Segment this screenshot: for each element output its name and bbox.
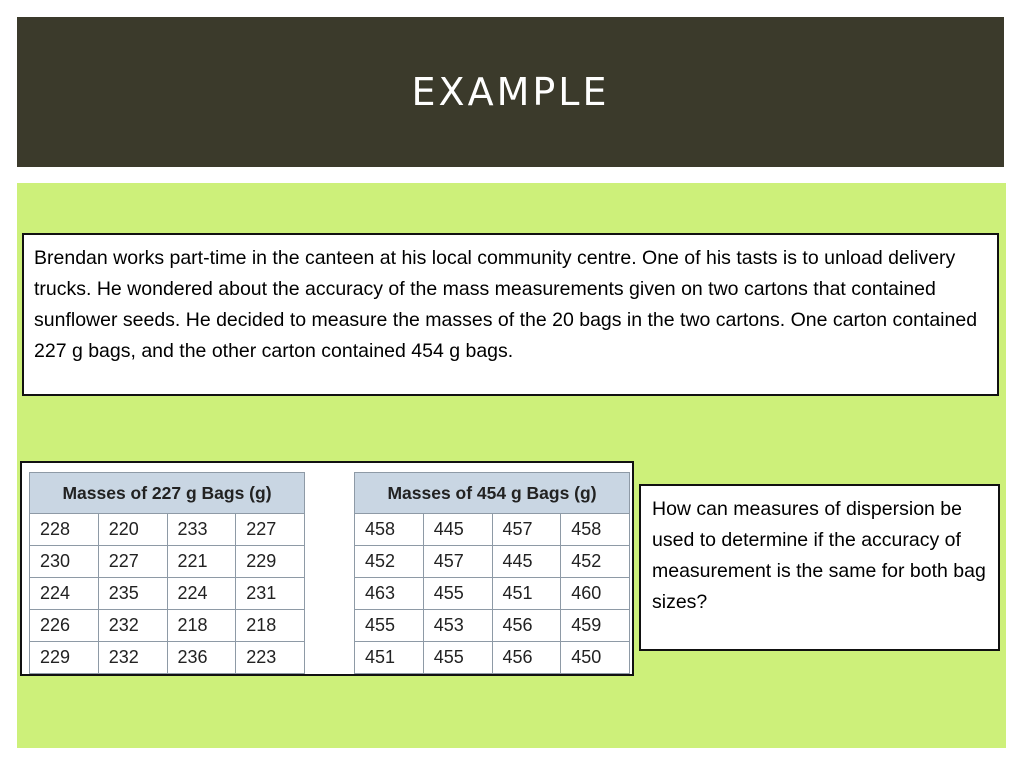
table-cell: 455 (423, 578, 492, 610)
problem-text-box (22, 233, 999, 396)
table-cell: 458 (561, 514, 630, 546)
table-cell: 445 (492, 546, 561, 578)
table-cell: 232 (98, 610, 167, 642)
table-cell: 457 (492, 514, 561, 546)
table-cell: 451 (355, 642, 424, 674)
table-cell: 236 (167, 642, 236, 674)
table-cell: 232 (98, 642, 167, 674)
table-cell: 218 (167, 610, 236, 642)
table-cell: 450 (561, 642, 630, 674)
table-cell: 229 (30, 642, 99, 674)
table-cell: 229 (236, 546, 305, 578)
problem-text: Brendan works part-time in the canteen at his local community centre. One of his tasts is to unload delivery trucks. He wondered about the accuracy of the mass measurements given on two cartons that contained sunflower seeds. He decided to measure the masses of the 20 bags in the two cartons. One carton contained 227 g bags, and the other carton contained 454 g bags. (34, 247, 978, 362)
table-cell: 223 (236, 642, 305, 674)
table-cell: 458 (355, 514, 424, 546)
table-header: Masses of 454 g Bags (g) (355, 473, 630, 514)
table-row (355, 546, 630, 578)
question-text-box (639, 484, 1000, 651)
table-row (30, 578, 305, 610)
table-cell: 455 (423, 642, 492, 674)
table-cell: 457 (423, 546, 492, 578)
table-cell: 231 (236, 578, 305, 610)
masses-227-table (29, 472, 305, 674)
data-tables-box (20, 461, 634, 676)
table-cell: 451 (492, 578, 561, 610)
table-cell: 233 (167, 514, 236, 546)
table-cell: 224 (30, 578, 99, 610)
table-cell: 445 (423, 514, 492, 546)
slide-header (17, 17, 1004, 167)
table-cell: 460 (561, 578, 630, 610)
table-cell: 455 (355, 610, 424, 642)
table-cell: 230 (30, 546, 99, 578)
table-row (30, 610, 305, 642)
table-cell: 228 (30, 514, 99, 546)
table-row (355, 610, 630, 642)
table-cell: 220 (98, 514, 167, 546)
table-cell: 453 (423, 610, 492, 642)
table-row (30, 642, 305, 674)
table-cell: 227 (98, 546, 167, 578)
table-cell: 459 (561, 610, 630, 642)
table-cell: 456 (492, 610, 561, 642)
table-cell: 227 (236, 514, 305, 546)
table-row (355, 514, 630, 546)
table-cell: 218 (236, 610, 305, 642)
table-header: Masses of 227 g Bags (g) (30, 473, 305, 514)
masses-454-table (354, 472, 630, 674)
table-row (355, 642, 630, 674)
table-cell: 463 (355, 578, 424, 610)
table-row (355, 578, 630, 610)
slide-title: EXAMPLE (411, 70, 610, 114)
table-cell: 452 (355, 546, 424, 578)
question-text: How can measures of dispersion be used to determine if the accuracy of measurement is the same for both bag sizes? (652, 498, 986, 613)
table-cell: 456 (492, 642, 561, 674)
table-cell: 224 (167, 578, 236, 610)
table-row (30, 514, 305, 546)
table-cell: 452 (561, 546, 630, 578)
table-row (30, 546, 305, 578)
table-cell: 226 (30, 610, 99, 642)
table-cell: 235 (98, 578, 167, 610)
table-cell: 221 (167, 546, 236, 578)
